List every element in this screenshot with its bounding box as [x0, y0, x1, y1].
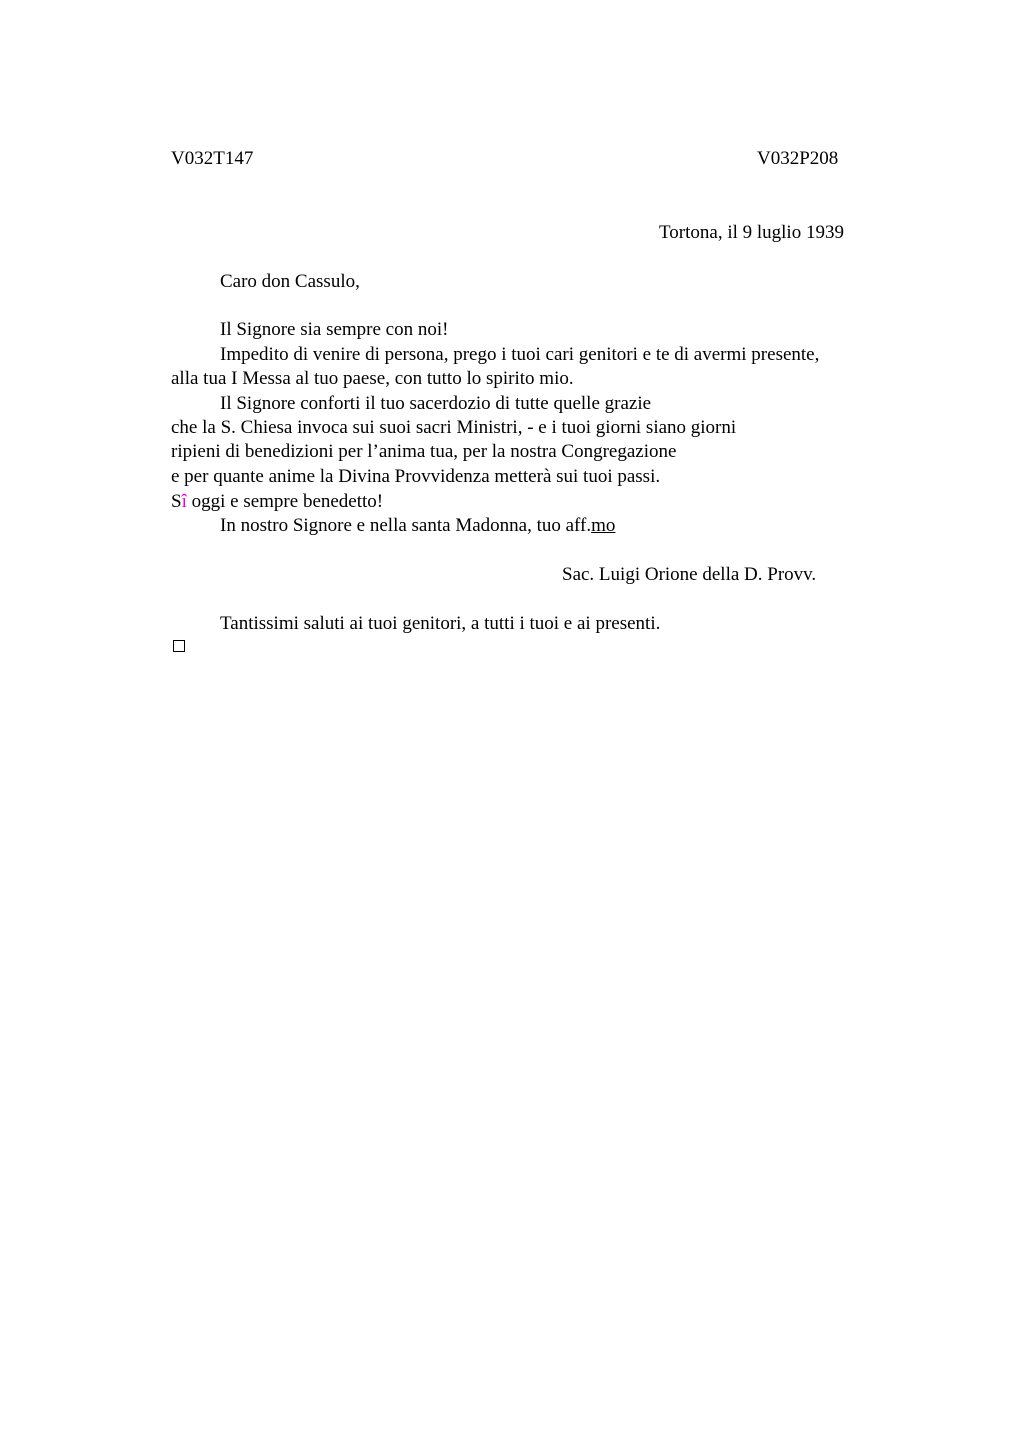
closing-text: In nostro Signore e nella santa Madonna, tuo aff.: [220, 515, 592, 536]
document-code-right: V032P208: [757, 148, 839, 169]
body-line-2: Impedito di venire di persona, prego i tuoi cari genitori e te di avermi presente,: [220, 344, 820, 365]
body-line-6: ripieni di benedizioni per l’anima tua, per la nostra Congregazione: [171, 441, 677, 462]
closing-abbreviation: mo: [591, 515, 616, 536]
place-date: Tortona, il 9 luglio 1939: [659, 222, 844, 243]
blessing-accent: î: [181, 491, 187, 512]
salutation: Caro don Cassulo,: [220, 271, 360, 292]
closing-line: [220, 514, 615, 538]
blessing-prefix: S: [171, 491, 182, 512]
body-line-7: e per quante anime la Divina Provvidenza metterà sui tuoi passi.: [171, 466, 661, 487]
blessing-rest: oggi e sempre benedetto!: [186, 491, 384, 512]
body-line-1: Il Signore sia sempre con noi!: [220, 319, 449, 340]
body-line-3: alla tua I Messa al tuo paese, con tutto lo spirito mio.: [171, 368, 574, 389]
postscript: Tantissimi saluti ai tuoi genitori, a tutti i tuoi e ai presenti.: [220, 613, 661, 634]
document-code-left: V032T147: [171, 148, 254, 169]
blessing-line: [171, 490, 383, 514]
checkbox-icon: [173, 640, 185, 652]
body-line-5: che la S. Chiesa invoca sui suoi sacri Ministri, - e i tuoi giorni siano giorni: [171, 417, 737, 438]
signature: Sac. Luigi Orione della D. Provv.: [562, 564, 817, 585]
body-line-4: Il Signore conforti il tuo sacerdozio di tutte quelle grazie: [220, 393, 652, 414]
